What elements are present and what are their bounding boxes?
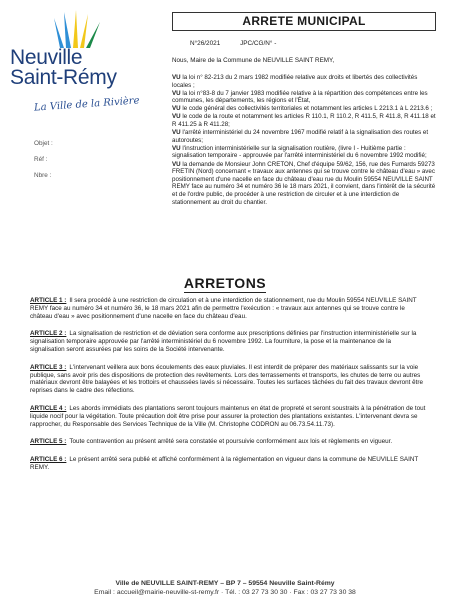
vu-item: VU l'instruction interministérielle sur la signalisation routière, (livre I - Huitième partie : signalisation temporaire - approuvée par l'arrêté interministériel du 6 novembre 1992 modifié; — [172, 144, 427, 160]
logo-tagline: La Ville de la Rivière — [33, 95, 140, 114]
vu-item: VU la demande de Monsieur John CRETON, Chef d'équipe 59/62, 156, rue des Fumards 59273 FRETIN (Nord) concernant « travaux aux antennes qui se trouve contre le château d'eau » avec positionnement d'une nacelle en face du château d'eau rue du Moulin 59554 NEUVILLE SAINT REMY face au numéro 34 et numéro 36 le 18 mars 2021, il convient, dans l'intérêt de la sécurité et de l'ordre public, de procéder à une restriction de circuler et à une interdiction de stationnement au droit du chantier. — [172, 160, 436, 206]
decree-number: N°26/2021 — [190, 40, 221, 47]
article-4: ARTICLE 4 : Les abords immédiats des plantations seront toujours maintenus en état de propreté et seront soustraits à la pénétration de tout liquide nocif pour la végétation. Toute précaution doit être prise pour assurer la protection des plantations existantes. L'intervenant devra se rapprocher, du Responsable des Services Technique de la Ville (M. Christophe CODRON au 06.73.54.11.73). — [30, 404, 426, 428]
field-nbre: Nbre : — [34, 172, 52, 179]
footer-address: Ville de NEUVILLE SAINT-REMY – BP 7 – 59554 Neuville Saint-Rémy — [115, 580, 335, 587]
arretons-heading: ARRETONS — [183, 275, 267, 291]
field-ref: Réf : — [34, 156, 48, 163]
considerations — [172, 74, 437, 207]
intro-line: Nous, Maire de la Commune de NEUVILLE SAINT REMY, — [172, 57, 335, 64]
vu-item: VU le code de la route et notamment les articles R 110.1, R 110.2, R 411.5, R 411.8, R 411.18 et R 411.25 à R 411.28; — [172, 113, 436, 129]
article-3: ARTICLE 3 : L'intervenant veillera aux bons écoulements des eaux pluviales. Il est interdit de préparer des matériaux salissants sur la voie publique, sans avoir pris des dispositions de protection des revêtements. Lors des terrassements et transports, les chutes de terre ou autres matériaux devront être balayées et les trottoirs et chaussées lavés si nécessaire. Toutes les surfaces tâchées du fait des travaux devront être reprises dans le cadre des réfections. — [30, 363, 423, 395]
articles — [30, 297, 426, 482]
header-box — [172, 12, 436, 31]
article-2: ARTICLE 2 : La signalisation de restriction et de déviation sera conforme aux prescriptions définies par l'instruction interministérielle sur la signalisation temporaire approuvée par l'arrêté interministériel du 6 novembre 1992. La fourniture, la pose et la maintenance de la signalisation seront assurées par les soins de la Société intervenante. — [30, 330, 417, 353]
field-objet: Objet : — [34, 140, 53, 147]
vu-item: VU la loi n° 82-213 du 2 mars 1982 modifiée relative aux droits et libertés des collectivités locales ; — [172, 74, 418, 89]
reference-line — [190, 40, 294, 47]
article-5: ARTICLE 5 : Toute contravention au présent arrêté sera constatée et poursuivie conformément aux lois et règlements en vigueur. — [30, 438, 393, 446]
logo-sun-icon — [40, 8, 110, 50]
article-1: ARTICLE 1 : Il sera procédé à une restriction de circulation et à une interdiction de stationnement, rue du Moulin 59554 NEUVILLE SAINT REMY face au numéro 34 et numéro 36, le 18 mars 2021 afin de permettre l'exécution : « travaux aux antennes qui se trouve contre le château d'eau » avec positionnement d'une nacelle en face du château d'eau. — [30, 297, 417, 320]
vu-item: VU la loi n°83-8 du 7 janvier 1983 modifiée relative à la répartition des compétences entre les communes, les départements, les régions et l'État, — [172, 89, 428, 105]
vu-item: VU l'arrêté interministériel du 24 novembre 1967 modifié relatif à la signalisation des routes et autoroutes; — [172, 129, 429, 144]
logo-name-line2: Saint-Rémy — [10, 66, 117, 89]
decree-code: JPC/CG/N° - — [240, 40, 277, 47]
logo-name-line1: Neuville — [10, 46, 83, 69]
footer-contact: Email : accueil@mairie-neuville-st-remy.fr · Tél. : 03 27 73 30 30 · Fax : 03 27 73 30 38 — [94, 589, 356, 596]
vu-item: VU le code général des collectivités territoriales et notamment les articles L 2213.1 à L 2213.6 ; — [172, 105, 433, 113]
city-logo — [10, 8, 160, 123]
left-fields — [34, 136, 53, 184]
article-6: ARTICLE 6 : Le présent arrêté sera publié et affiché conformément à la réglementation en vigueur dans la commune de NEUVILLE SAINT REMY. — [30, 456, 419, 471]
document-title: ARRETE MUNICIPAL — [242, 14, 366, 28]
